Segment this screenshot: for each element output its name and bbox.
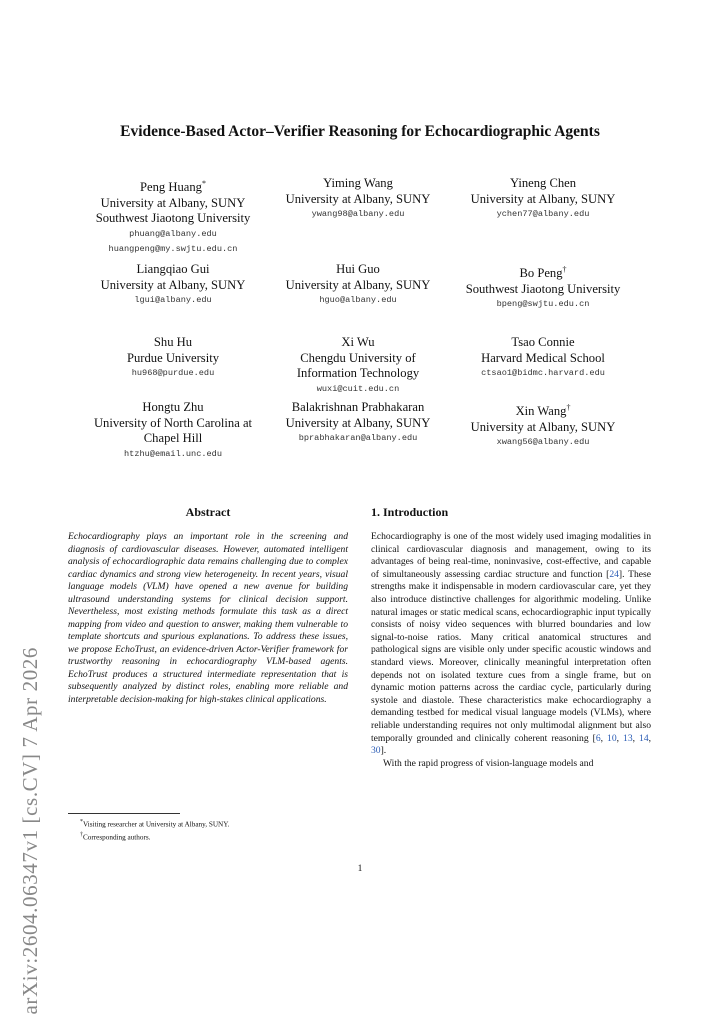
citation-link[interactable]: 6 bbox=[595, 732, 601, 744]
author-name: Hongtu Zhu bbox=[142, 400, 204, 414]
author-email[interactable]: ctsao1@bidmc.harvard.edu bbox=[481, 368, 605, 378]
footnote-mark: * bbox=[80, 819, 83, 825]
footnote bbox=[80, 817, 229, 830]
intro-text bbox=[371, 531, 651, 770]
arxiv-stamp-text: arXiv:2604.06347v1 [cs.CV] 7 Apr 2026 bbox=[18, 647, 42, 1015]
author-name: Liangqiao Gui bbox=[136, 262, 210, 276]
author-affiliation: University at Albany, SUNY bbox=[285, 277, 431, 292]
author-block bbox=[263, 176, 453, 222]
footnote-mark: † bbox=[80, 831, 83, 838]
author-email[interactable]: hu968@purdue.edu bbox=[131, 368, 215, 378]
footnote-rule bbox=[68, 813, 180, 814]
author-email[interactable]: bprabhakaran@albany.edu bbox=[298, 433, 418, 443]
citation-link[interactable]: 13 bbox=[623, 732, 633, 744]
author-block bbox=[263, 262, 453, 308]
author-block bbox=[448, 400, 638, 450]
footnote-text: Corresponding authors. bbox=[83, 833, 151, 842]
author-affiliation: University at Albany, SUNY bbox=[285, 191, 431, 206]
paper-title: Evidence-Based Actor–Verifier Reasoning for Echocardiographic Agents bbox=[120, 123, 600, 140]
author-mark: † bbox=[562, 265, 567, 274]
author-affiliation: Harvard Medical School bbox=[481, 350, 605, 365]
author-email[interactable]: ywang98@albany.edu bbox=[311, 209, 405, 219]
author-affiliation: University at Albany, SUNY bbox=[285, 415, 431, 430]
author-affiliation: Southwest Jiaotong University bbox=[465, 281, 621, 296]
author-affiliation: University of North Carolina at bbox=[93, 415, 253, 430]
citation-link[interactable]: 10 bbox=[607, 732, 617, 744]
author-block bbox=[78, 335, 268, 381]
author-email[interactable]: phuang@albany.edu bbox=[129, 228, 217, 239]
author-email[interactable]: ychen77@albany.edu bbox=[496, 209, 590, 219]
author-name: Yiming Wang bbox=[323, 176, 393, 190]
citation-link[interactable]: 24 bbox=[609, 568, 619, 580]
author-affiliation: Chapel Hill bbox=[143, 431, 203, 445]
author-mark: † bbox=[566, 403, 571, 412]
author-name: Balakrishnan Prabhakaran bbox=[291, 400, 425, 414]
footnote-text: Visiting researcher at University at Albany, SUNY. bbox=[83, 820, 230, 829]
text-run: ]. bbox=[380, 745, 387, 757]
author-email[interactable]: wuxi@cuit.edu.cn bbox=[316, 383, 400, 394]
author-name: Peng Huang bbox=[140, 180, 202, 195]
author-block bbox=[448, 262, 638, 312]
author-affiliation: Chengdu University of bbox=[300, 350, 416, 365]
arxiv-stamp bbox=[18, 262, 48, 1015]
author-affiliation: University at Albany, SUNY bbox=[100, 195, 246, 210]
author-name: Bo Peng bbox=[519, 266, 563, 281]
author-name: Xin Wang bbox=[515, 404, 567, 419]
author-affiliation: Southwest Jiaotong University bbox=[95, 211, 251, 226]
author-block bbox=[448, 176, 638, 222]
author-block bbox=[78, 176, 268, 257]
author-name: Hui Guo bbox=[336, 262, 380, 276]
author-affiliation: University at Albany, SUNY bbox=[100, 277, 246, 292]
author-name: Shu Hu bbox=[153, 335, 193, 349]
author-mark: * bbox=[201, 179, 206, 188]
author-block bbox=[78, 262, 268, 308]
author-affiliation: Purdue University bbox=[127, 350, 219, 365]
footnotes bbox=[80, 817, 229, 843]
section-heading: 1. Introduction bbox=[371, 505, 449, 519]
author-email[interactable]: xwang56@albany.edu bbox=[496, 437, 590, 448]
author-name: Xi Wu bbox=[341, 335, 375, 349]
intro-paragraph: With the rapid progress of vision-language models and bbox=[383, 757, 594, 769]
author-name: Tsao Connie bbox=[511, 335, 575, 349]
page-number: 1 bbox=[357, 864, 363, 874]
author-affiliation: University at Albany, SUNY bbox=[470, 419, 616, 434]
author-email[interactable]: lgui@albany.edu bbox=[134, 295, 212, 305]
author-block bbox=[263, 400, 453, 446]
author-block bbox=[263, 335, 453, 397]
abstract-heading: Abstract bbox=[185, 505, 231, 519]
author-email[interactable]: hguo@albany.edu bbox=[319, 295, 397, 305]
text-run: ]. These strengths make it indispensable in modern cardiovascular care, yet they also introduce distinctive challenges for algorithmic modeling. Unlike natural images or static medical scans, echocardiographic input typically consists of noisy video sequences with blurred boundaries and low signal-to-noise ratios. Many critical anatomical structures and pathological signs are visible only under specific acoustic windows and standard views. Moreover, clinically meaningful interpretation often depends not on isolated texture cues from a single frame, but on dynamic motion patterns across the cardiac cycle, particularly during systole and diastole. These characteristics make echocardiography a demanding testbed for medical visual language models (VLMs), where reliable understanding requires not only multimodal alignment but also temporally grounded and clinically coherent reasoning [ bbox=[371, 568, 651, 744]
author-email[interactable]: huangpeng@my.swjtu.edu.cn bbox=[108, 243, 238, 254]
text-run: Echocardiography is one of the most widely used imaging modalities in clinical cardiovascular diagnosis and management, owing to its advantages of being real-time, noninvasive, cost-effective, and capable of simultaneously assessing cardiac structure and function [ bbox=[371, 531, 651, 580]
abstract-text: Echocardiography plays an important role in the screening and diagnosis of cardiovascular diseases. However, automated intelligent analysis of echocardiographic data remains challenging due to complex cardiac dynamics and strong view heterogeneity. In recent years, visual language models (VLM) have opened a new avenue for building ultrasound understanding systems for clinical decision support. Nevertheless, most existing methods formulate this task as a direct mapping from video and question to answer, making them vulnerable to template shortcuts and spurious explanations. To address these issues, we propose EchoTrust, an evidence-driven Actor-Verifier framework for trustworthy reasoning in echocardiography VLM-based agents. EchoTrust produces a structured intermediate representation that is subsequently analyzed by distinct roles, enabling more reliable and interpretable decision-making for high-stakes clinical applications. bbox=[68, 531, 348, 705]
author-email[interactable]: htzhu@email.unc.edu bbox=[124, 448, 222, 459]
citation-link[interactable]: 14 bbox=[639, 732, 649, 744]
author-block bbox=[78, 400, 268, 462]
intro-paragraph: Echocardiography is one of the most widely used imaging modalities in clinical cardiovascular diagnosis and management, owing to its advantages of being real-time, noninvasive, cost-effective, and capable of simultaneously assessing cardiac structure and function [24]. These strengths make it indispensable in modern cardiovascular care, yet they also introduce distinctive challenges for algorithmic modeling. Unlike natural images or static medical scans, echocardiographic input typically consists of noisy video sequences with blurred boundaries and low signal-to-noise ratios. Many critical anatomical structures and pathological signs are visible only under specific acoustic windows and standard views. Moreover, clinically meaningful interpretation often depends not on isolated texture cues from a single frame, but on dynamic motion patterns across the cardiac cycle, particularly during systole and diastole. These characteristics make echocardiography a demanding testbed for medical visual language models (VLMs), where reliable understanding requires not only multimodal alignment but also temporally grounded and clinically coherent reasoning [6, 10, 13, 14, 30]. bbox=[371, 531, 652, 757]
author-affiliation: University at Albany, SUNY bbox=[470, 191, 616, 206]
author-email[interactable]: bpeng@swjtu.edu.cn bbox=[496, 299, 590, 310]
author-affiliation: Information Technology bbox=[296, 366, 420, 380]
citation-link[interactable]: 30 bbox=[371, 745, 381, 757]
author-block bbox=[448, 335, 638, 381]
author-name: Yineng Chen bbox=[509, 176, 577, 190]
footnote bbox=[80, 830, 229, 843]
